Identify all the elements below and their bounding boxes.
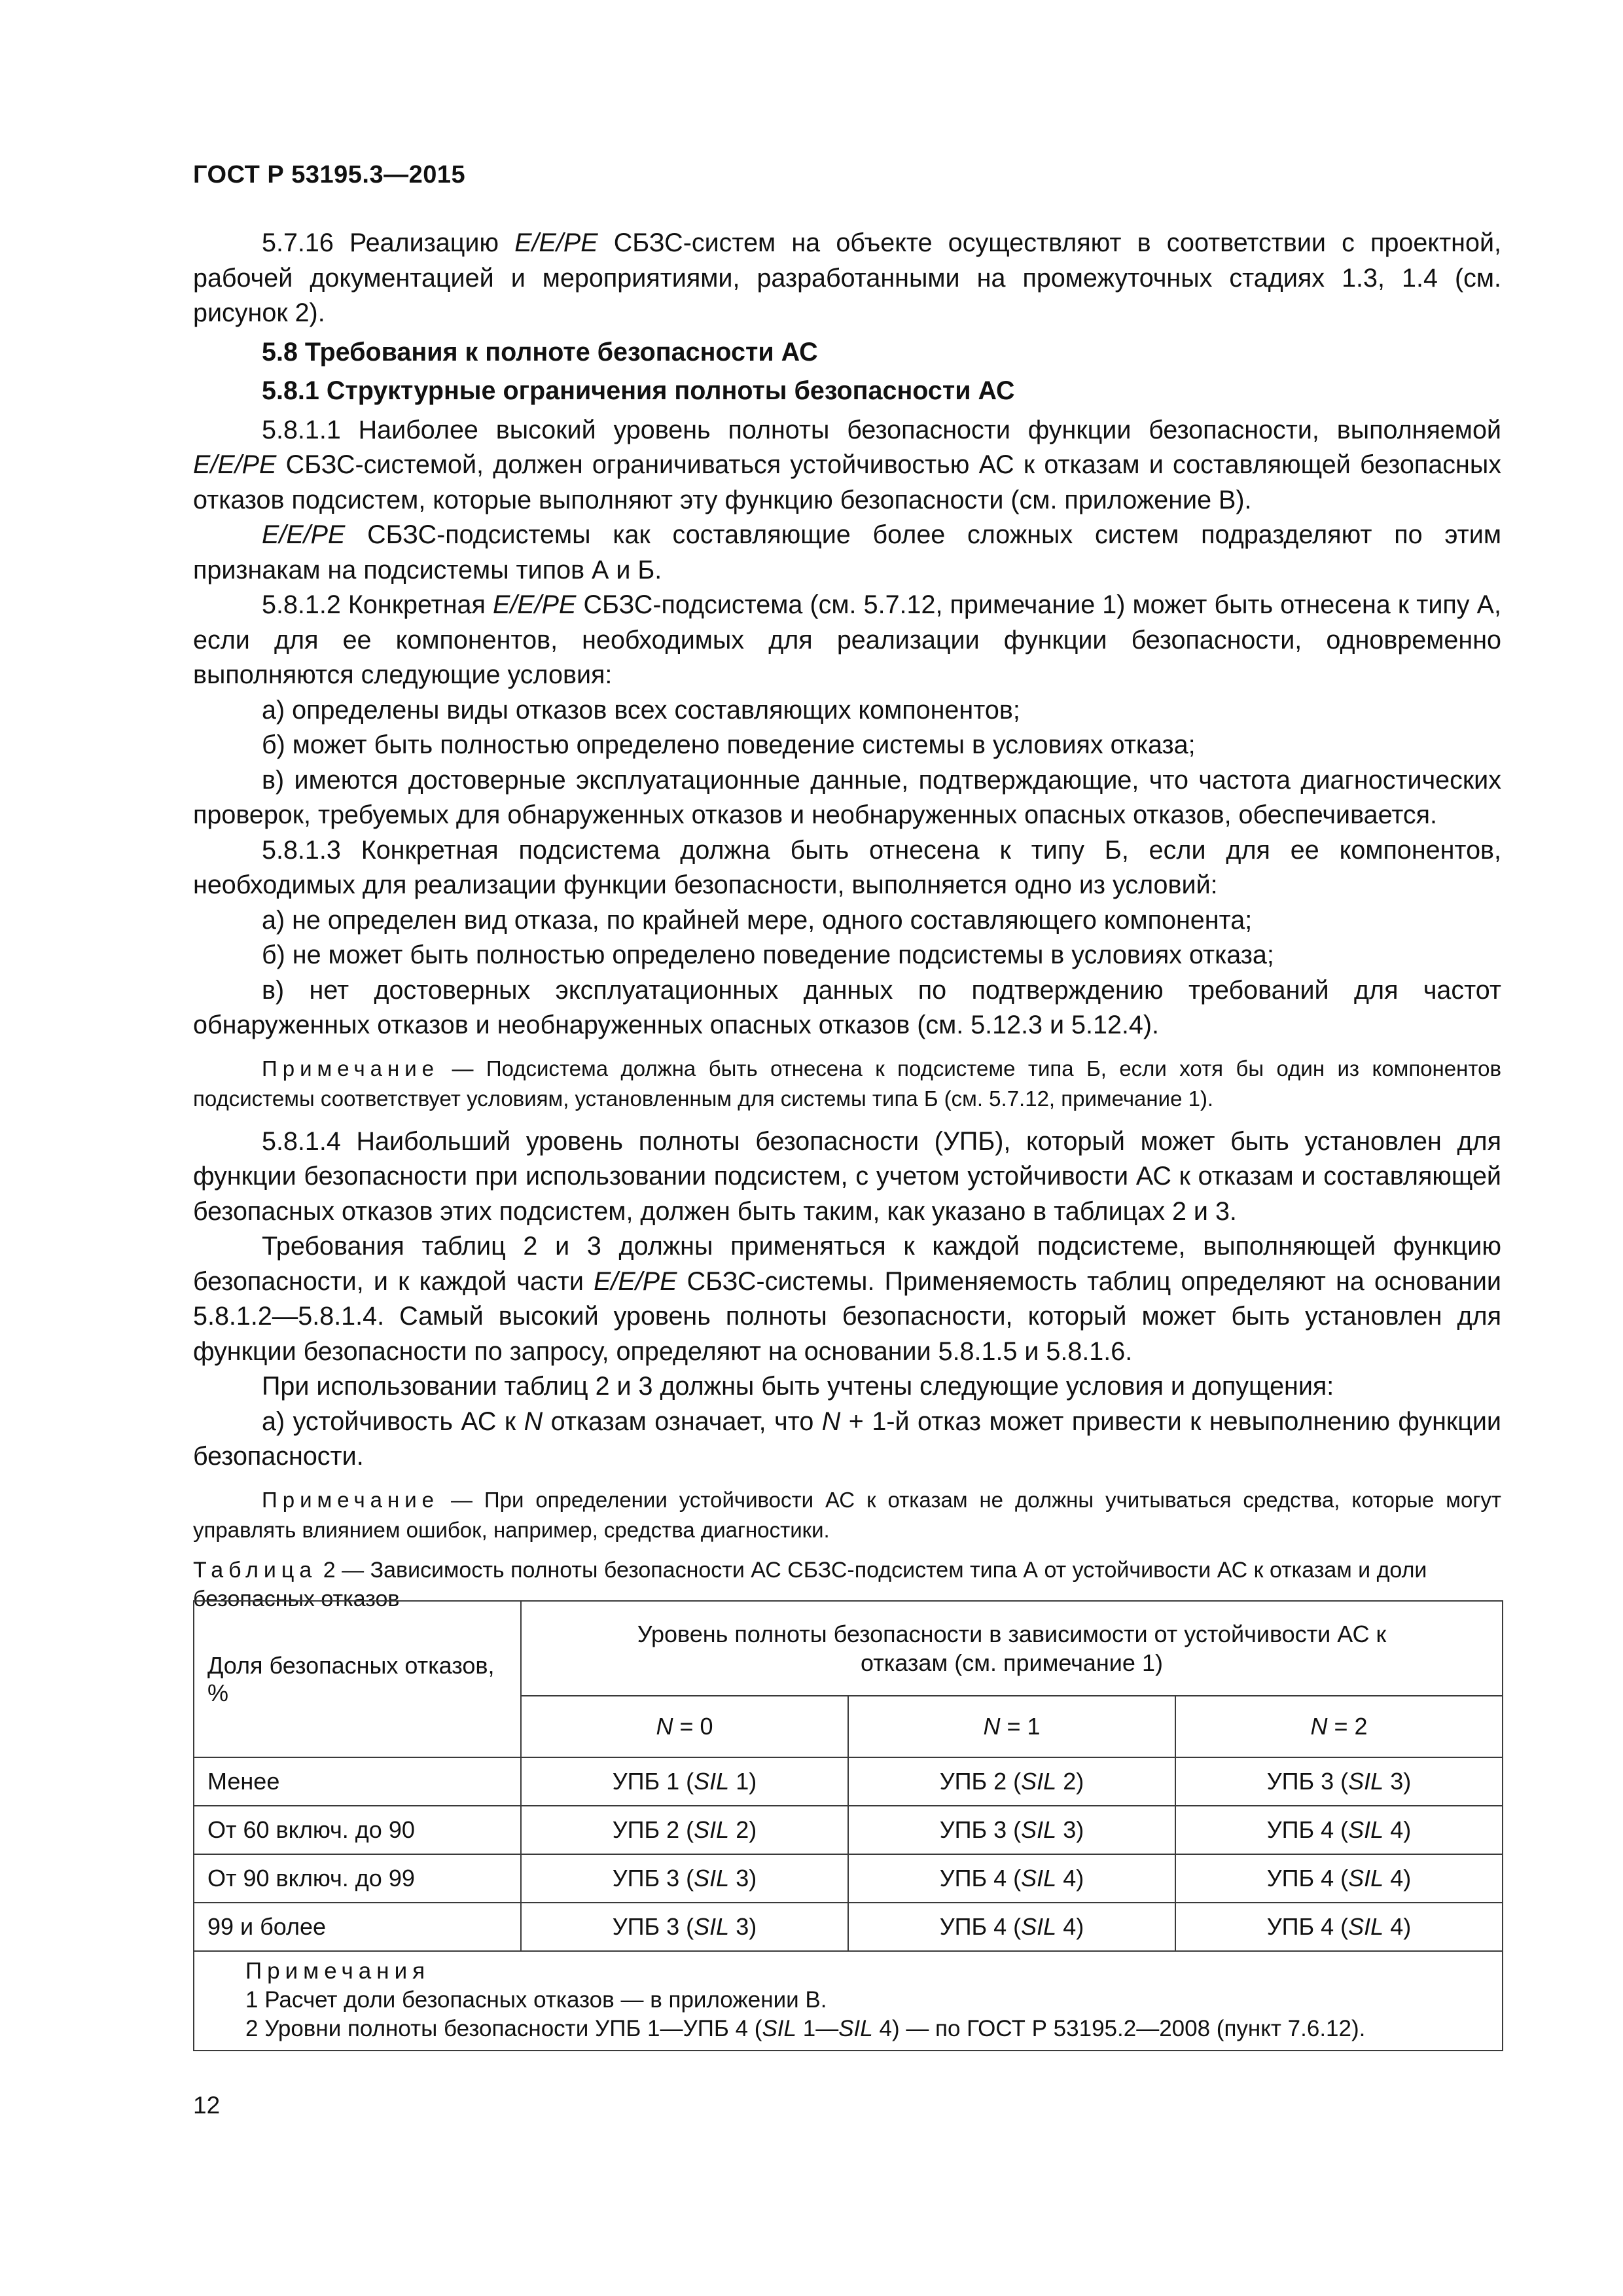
- table-cell: УПБ 3 (SIL 3): [521, 1903, 848, 1951]
- column-header-n1: N = 1: [848, 1696, 1175, 1757]
- table-note-2: 2 Уровни полноты безопасности УПБ 1—УПБ 4 (SIL 1—SIL 4) — по ГОСТ Р 53195.2—2008 (пункт 7.6.12).: [245, 2016, 1366, 2041]
- list-item-a2: а) не определен вид отказа, по крайней мере, одного составляющего компонента;: [262, 905, 1253, 935]
- table-cell: УПБ 2 (SIL 2): [848, 1757, 1175, 1806]
- column-header-safe-failure-fraction: Доля безопасных отказов, %: [194, 1601, 521, 1757]
- table-cell: УПБ 4 (SIL 4): [1175, 1806, 1503, 1854]
- paragraph-requirements: Требования таблиц 2 и 3 должны применяться к каждой подсистеме, выполняющей функцию безопасности, и к каждой части E/E/PE СБЗС-системы. Применяемость таблиц определяют на основании 5.8.1.2—5.8.1.4. Самый высокий уровень полноты безопасности, который может быть установлен для функции безопасности по запросу, определяют на основании 5.8.1.5 и 5.8.1.6.: [193, 1232, 1501, 1366]
- table-cell: УПБ 3 (SIL 3): [521, 1854, 848, 1903]
- table-cell: УПБ 4 (SIL 4): [848, 1903, 1175, 1951]
- paragraph-5-8-1-4: 5.8.1.4 Наибольший уровень полноты безопасности (УПБ), который может быть установлен для функции безопасности при использовании подсистем, с учетом устойчивости АС к отказам и составляющей безопасных отказов этих подсистем, должен быть таким, как указано в таблицах 2 и 3.: [193, 1126, 1501, 1226]
- paragraph-5-8-1-2: 5.8.1.2 Конкретная E/E/PE СБЗС-подсистема (см. 5.7.12, примечание 1) может быть отнесена к типу А, если для ее компонентов, необходимых для реализации функции безопасности, одновременно выполняются следующие условия:: [193, 590, 1501, 689]
- table-caption-label: Таблица: [193, 1557, 317, 1583]
- table-notes: [194, 1951, 1503, 2051]
- note-1-label: Примечание: [262, 1056, 440, 1081]
- table-row: [194, 1806, 1503, 1854]
- table-cell: УПБ 2 (SIL 2): [521, 1806, 848, 1854]
- note-2-label: Примечание: [262, 1487, 440, 1512]
- column-header-n0: N = 0: [521, 1696, 848, 1757]
- table-notes-title: Примечания: [245, 1958, 431, 1984]
- table-notes-row: [194, 1951, 1503, 2051]
- column-header-n2: N = 2: [1175, 1696, 1503, 1757]
- table-caption-text: 2 — Зависимость полноты безопасности АС СБЗС-подсистем типа А от устойчивости АС к отказам и доли безопасных отказов: [193, 1557, 1427, 1611]
- note-1-text: — Подсистема должна быть отнесена к подсистеме типа Б, если хотя бы один из компонентов подсистемы соответствует условиям, установленным для системы типа Б (см. 5.7.12, примечание 1).: [193, 1056, 1501, 1111]
- paragraph-eepe-subsystems: E/E/PE СБЗС-подсистемы как составляющие более сложных систем подразделяют по этим признакам на подсистемы типов А и Б.: [193, 520, 1501, 584]
- note-2: [193, 1485, 1501, 1545]
- page-number: 12: [193, 2092, 221, 2119]
- list-item-b2: б) не может быть полностью определено поведение подсистемы в условиях отказа;: [262, 941, 1274, 969]
- column-group-header: Уровень полноты безопасности в зависимости от устойчивости АС к отказам (см. примечание 1): [521, 1601, 1503, 1696]
- table-cell: УПБ 1 (SIL 1): [521, 1757, 848, 1806]
- safety-integrity-table: [193, 1600, 1503, 2051]
- document-header: ГОСТ Р 53195.3—2015: [193, 161, 466, 188]
- document-body: [193, 226, 1501, 1613]
- section-heading-5-8-1: 5.8.1 Структурные ограничения полноты безопасности АС: [262, 376, 1015, 405]
- table-header-row: [194, 1601, 1503, 1696]
- section-heading-5-8: 5.8 Требования к полноте безопасности АС: [262, 337, 818, 367]
- table-cell: УПБ 4 (SIL 4): [848, 1854, 1175, 1903]
- list-item-a1: а) определены виды отказов всех составляющих компонентов;: [262, 695, 1020, 725]
- row-label: От 60 включ. до 90: [194, 1806, 521, 1854]
- list-item-a3: а) устойчивость АС к N отказам означает, что N + 1-й отказ может привести к невыполнению функции безопасности.: [193, 1407, 1501, 1471]
- table-cell: УПБ 3 (SIL 3): [848, 1806, 1175, 1854]
- note-2-text: — При определении устойчивости АС к отказам не должны учитываться средства, которые могут управлять влиянием ошибок, например, средства диагностики.: [193, 1487, 1502, 1542]
- table-cell: УПБ 3 (SIL 3): [1175, 1757, 1503, 1806]
- list-item-v1: в) имеются достоверные эксплуатационные данные, подтверждающие, что частота диагностических проверок, требуемых для обнаруженных отказов и необнаруженных опасных отказов, обеспечивается.: [193, 765, 1501, 829]
- table-cell: УПБ 4 (SIL 4): [1175, 1854, 1503, 1903]
- table-cell: УПБ 4 (SIL 4): [1175, 1903, 1503, 1951]
- row-label: Менее: [194, 1757, 521, 1806]
- list-item-v2: в) нет достоверных эксплуатационных данных по подтверждению требований для частот обнаруженных отказов и необнаруженных опасных отказов (см. 5.12.3 и 5.12.4).: [193, 975, 1501, 1039]
- paragraph-5-7-16: 5.7.16 Реализацию E/E/PE СБЗС-систем на объекте осуществляют в соответствии с проектной, рабочей документацией и мероприятиями, разработанными на промежуточных стадиях 1.3, 1.4 (см. рисунок 2).: [193, 228, 1501, 327]
- table-row: [194, 1757, 1503, 1806]
- table-row: [194, 1903, 1503, 1951]
- paragraph-5-8-1-1: 5.8.1.1 Наиболее высокий уровень полноты безопасности функции безопасности, выполняемой E/E/PE СБЗС-системой, должен ограничиваться устойчивостью АС к отказам и составляющей безопасных отказов подсистем, которые выполняют эту функцию безопасности (см. приложение В).: [193, 415, 1501, 514]
- list-item-b1: б) может быть полностью определено поведение системы в условиях отказа;: [262, 730, 1196, 759]
- note-1: [193, 1054, 1501, 1114]
- paragraph-usage: При использовании таблиц 2 и 3 должны быть учтены следующие условия и допущения:: [262, 1372, 1334, 1401]
- row-label: 99 и более: [194, 1903, 521, 1951]
- table-row: [194, 1854, 1503, 1903]
- table-note-1: 1 Расчет доли безопасных отказов — в приложении В.: [245, 1987, 827, 2013]
- row-label: От 90 включ. до 99: [194, 1854, 521, 1903]
- paragraph-5-8-1-3: 5.8.1.3 Конкретная подсистема должна быть отнесена к типу Б, если для ее компонентов, необходимых для реализации функции безопасности, выполняется одно из условий:: [193, 835, 1501, 899]
